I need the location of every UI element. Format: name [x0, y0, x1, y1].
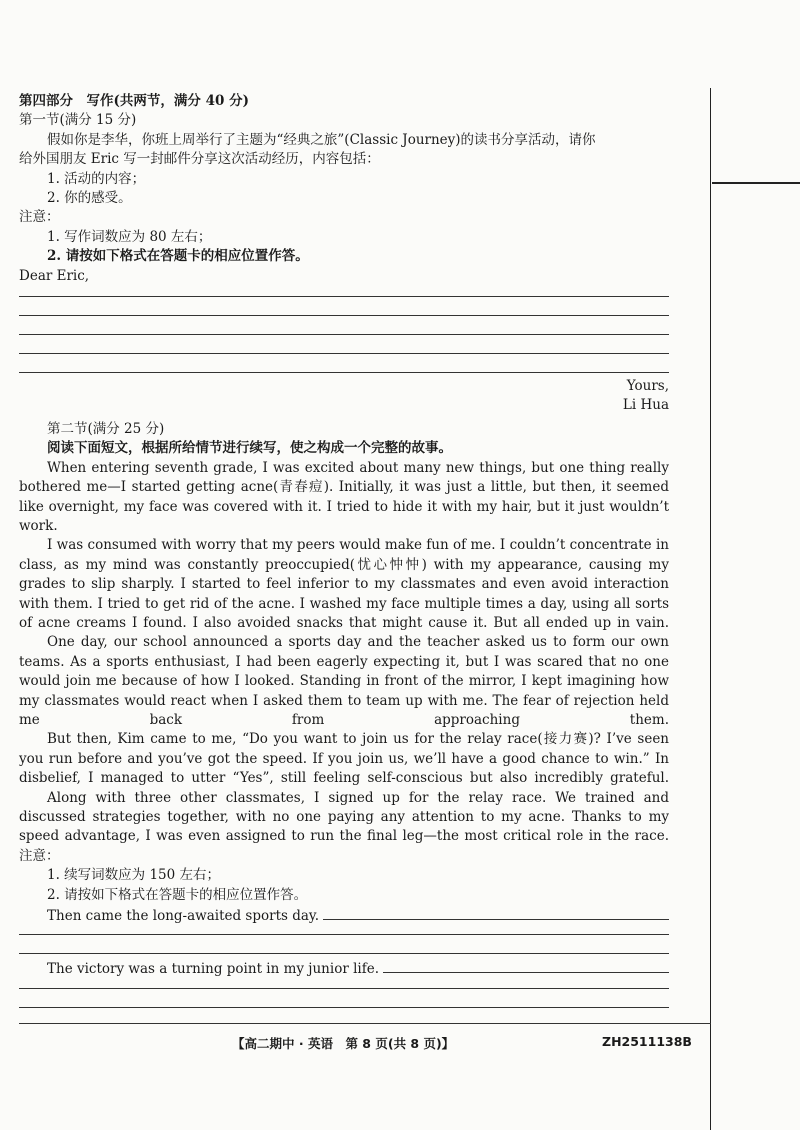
part-heading: 第四部分 写作(共两节，满分 40 分): [19, 93, 249, 109]
answer-line: [19, 334, 669, 335]
footer-page-info: 【高二期中 · 英语 第 8 页(共 8 页)】: [232, 1036, 455, 1051]
section2-instruction: 阅读下面短文，根据所给情节进行续写，使之构成一个完整的故事。: [47, 440, 452, 457]
answer-line: [19, 353, 669, 354]
section1-answer-lines: [19, 296, 669, 373]
section2-note-2: 2. 请按如下格式在答题卡的相应位置作答。: [47, 886, 308, 903]
salutation: Dear Eric,: [19, 267, 90, 284]
answer-line: [19, 315, 669, 316]
section1-prompt-line2: 给外国朋友 Eric 写一封邮件分享这次活动经历，内容包括：: [19, 151, 380, 168]
section1-note-label: 注意：: [19, 209, 60, 226]
closing: Yours,: [626, 378, 669, 395]
section1-prompt-line1: 假如你是李华，你班上周举行了主题为“经典之旅”(Classic Journey)的读书分享活动，请你: [47, 131, 596, 148]
section1-note-2: 2. 请按如下格式在答题卡的相应位置作答。: [47, 248, 309, 265]
story-paragraph-5: Along with three other classmates, I signed up for the relay race. We trained and discussed strategies together, with no one paying any attention to my acne. Thanks to my speed advantage, I was even assigned to run the final leg—the most critical role in the race.: [19, 789, 669, 845]
footer-code: ZH2511138B: [602, 1034, 692, 1049]
story-paragraph-3: One day, our school announced a sports day and the teacher asked us to form our own teams. As a sports enthusiast, I had been eagerly expecting it, but I was scared that no one would join me because of how I looked. Standing in front of the mirror, I kept imagining how my classmates would react when I asked them to team up with me. The fear of rejection held me back from approaching them.: [19, 634, 669, 728]
continuation-start-2: [19, 958, 669, 979]
section2-note-1: 1. 续写词数应为 150 左右；: [47, 867, 221, 884]
writing-section: [19, 92, 669, 1008]
section2-heading: 第二节(满分 25 分): [47, 420, 165, 437]
signature: Li Hua: [622, 397, 669, 414]
continuation-start-2-text: The victory was a turning point in my junior life.: [47, 961, 379, 978]
section1-item-2: 2. 你的感受。: [47, 190, 132, 207]
story-paragraph-2: I was consumed with worry that my peers would make fun of me. I couldn’t concentrate in class, as my mind was constantly preoccupied(忧心忡忡) with my appearance, causing my grades to slip sharply. I started to feel inferior to my classmates and even avoid interaction with them. I tried to get rid of the acne. I washed my face multiple times a day, using all sorts of acne creams I found. I also avoided snacks that might cause it. But all ended up in vain.: [19, 537, 669, 631]
section1-item-1: 1. 活动的内容；: [47, 170, 146, 187]
story-paragraph-1: When entering seventh grade, I was excited about many new things, but one thing really bothered me—I started getting acne(青春痘). Initially, it was just a little, but then, it seemed like overnight, my face was covered with it. I tried to hide it with my hair, but it just wouldn’t work.: [19, 459, 669, 534]
continuation-lines-1: [19, 934, 669, 954]
story-paragraph-4: But then, Kim came to me, “Do you want to join us for the relay race(接力赛)? I’ve seen you run before and you’ve got the speed. If you join us, we’ll have a good chance to win.” In disbelief, I managed to utter “Yes”, still feeling self-conscious but also incredibly grateful.: [19, 731, 669, 787]
section1-note-1: 1. 写作词数应为 80 左右；: [47, 228, 212, 245]
answer-line: [19, 372, 669, 373]
answer-line: [19, 296, 669, 297]
answer-line: [19, 988, 669, 989]
page-footer: [0, 1034, 800, 1054]
continuation-start-1: [19, 905, 669, 926]
continuation-fill: [383, 958, 669, 973]
continuation-start-1-text: Then came the long-awaited sports day.: [47, 908, 320, 925]
answer-line: [19, 953, 669, 954]
answer-line: [19, 1007, 669, 1008]
binding-margin-tick: [712, 182, 800, 184]
binding-margin-line: [710, 88, 711, 1130]
continuation-lines-2: [19, 988, 669, 1008]
section2-note-label: 注意：: [19, 847, 60, 864]
section1-heading: 第一节(满分 15 分): [19, 112, 137, 129]
answer-line: [19, 934, 669, 935]
footer-rule: [19, 1023, 711, 1024]
continuation-fill: [323, 905, 669, 920]
